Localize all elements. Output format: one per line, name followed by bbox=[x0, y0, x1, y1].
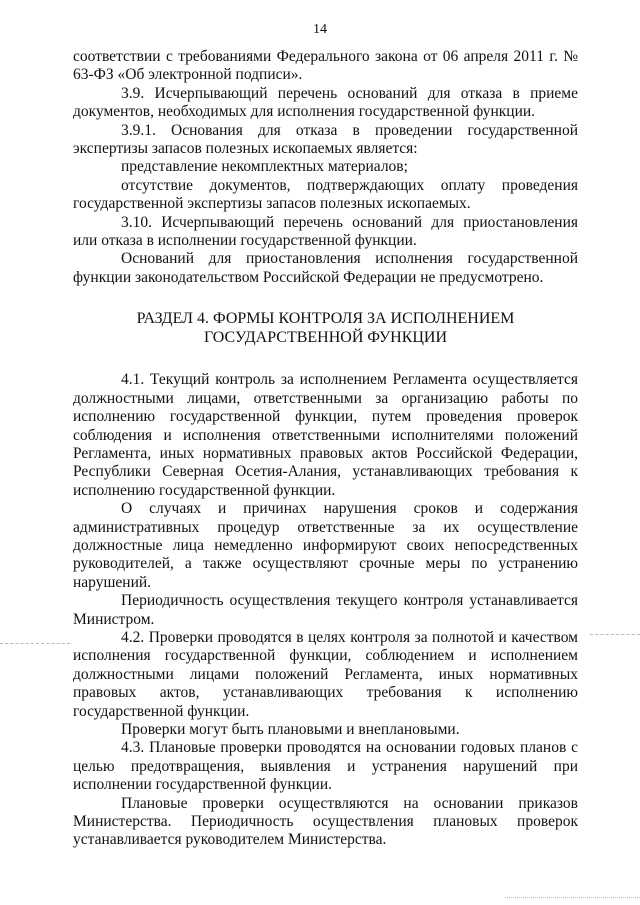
paragraph-planned-checks: Плановые проверки осуществляются на основании приказов Министерства. Периодичность осуществления плановых проверок устанавливается руководителем Министерства. bbox=[73, 794, 578, 849]
paragraph-violations: О случаях и причинах нарушения сроков и содержания административных процедур ответственные за их осуществление должностные лица немедленно информируют своих непосредственных руководителей, а также осуществляют срочные меры по устранению нарушений. bbox=[73, 500, 578, 591]
scan-artifact-line-bottom bbox=[505, 897, 640, 898]
paragraph-4-2: 4.2. Проверки проводятся в целях контроля за полнотой и качеством исполнения государственной функции, соблюдением и исполнением должностными лицами положений Регламента, иных нормативных правовых актов, устанавливающих требования к исполнению государственной функции. bbox=[73, 628, 578, 720]
paragraph-3-10: 3.10. Исчерпывающий перечень оснований для приостановления или отказа в исполнении государственной функции. bbox=[73, 213, 578, 250]
paragraph-no-grounds: Оснований для приостановления исполнения государственной функции законодательством Российской Федерации не предусмотрено. bbox=[73, 250, 578, 286]
paragraph-periodicity-current: Периодичность осуществления текущего контроля устанавливается Министром. bbox=[73, 592, 578, 628]
paragraph-list-item-2: отсутствие документов, подтверждающих оплату проведения государственной экспертизы запасов полезных ископаемых. bbox=[73, 176, 578, 213]
paragraph-continuation: соответствии с требованиями Федерального закона от 06 апреля 2011 г. № 63-ФЗ «Об электронной подписи». bbox=[73, 48, 578, 84]
document-body bbox=[73, 48, 578, 850]
section-heading-line-2: ГОСУДАРСТВЕННОЙ ФУНКЦИИ bbox=[203, 329, 448, 347]
paragraph-check-types: Проверки могут быть плановыми и внеплановыми. bbox=[121, 721, 460, 738]
section-heading-line-1: РАЗДЕЛ 4. ФОРМЫ КОНТРОЛЯ ЗА ИСПОЛНЕНИЕМ bbox=[136, 310, 515, 328]
paragraph-3-9-1: 3.9.1. Основания для отказа в проведении государственной экспертизы запасов полезных ископаемых является: bbox=[73, 121, 578, 158]
scan-artifact-line-right bbox=[590, 634, 640, 635]
section-heading bbox=[73, 309, 578, 347]
page-number: 14 bbox=[313, 22, 327, 37]
paragraph-4-3: 4.3. Плановые проверки проводятся на основании годовых планов с целью предотвращения, выявления и устранения нарушений при исполнении государственной функции. bbox=[73, 739, 578, 794]
paragraph-3-9: 3.9. Исчерпывающий перечень оснований для отказа в приеме документов, необходимых для исполнения государственной функции. bbox=[73, 84, 578, 121]
scan-artifact-line-left bbox=[0, 643, 70, 644]
paragraph-list-item-1: представление некомплектных материалов; bbox=[121, 158, 408, 176]
paragraph-4-1: 4.1. Текущий контроль за исполнением Регламента осуществляется должностными лицами, ответственными за организацию работы по исполнению государственной функции, путем проведения проверок соблюдения и исполнения ответственными исполнителями положений Регламента, иных нормативных правовых актов Российской Федерации, Республики Северная Осетия-Алания, устанавливающих требования к исполнению государственной функции. bbox=[73, 371, 578, 499]
